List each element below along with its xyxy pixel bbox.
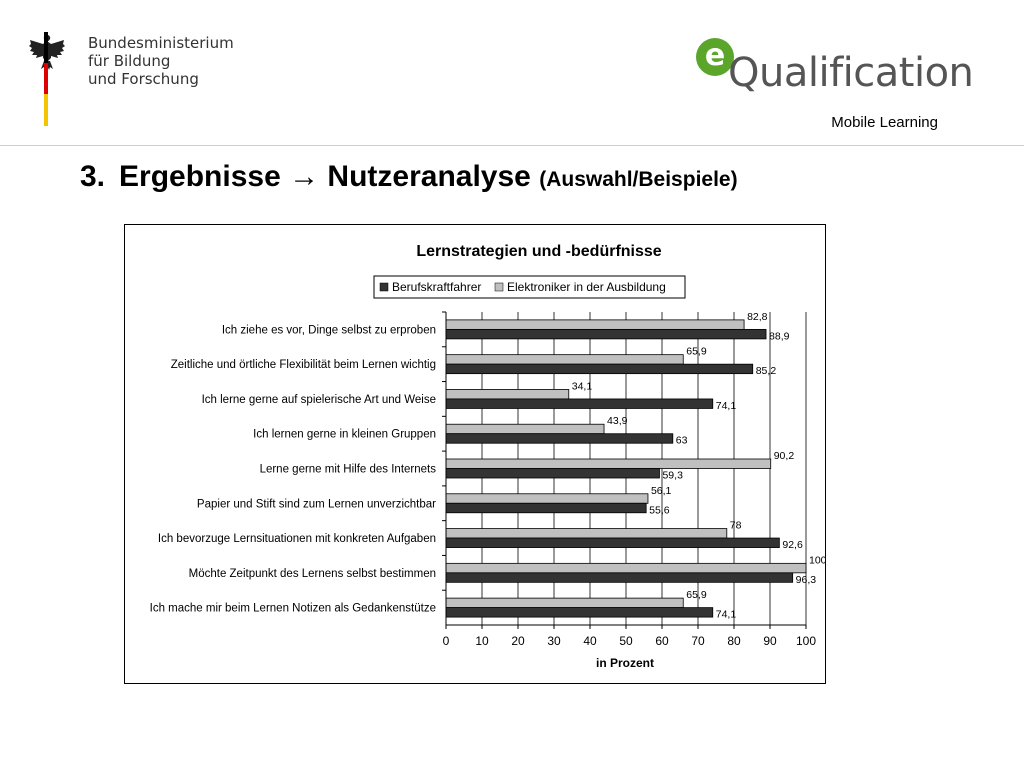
ministry-line: für Bildung: [88, 52, 171, 70]
data-label: 56,1: [650, 484, 672, 497]
x-tick-label: 30: [547, 634, 561, 648]
slide-header: [0, 0, 1024, 146]
logo-e-badge: e: [696, 38, 734, 76]
category-label: Ich lernen gerne in kleinen Gruppen: [253, 428, 436, 441]
bar-berufskraftfahrer: [446, 364, 753, 374]
bar-elektroniker: [446, 355, 683, 365]
legend-entry: Elektroniker in der Ausbildung: [507, 280, 666, 294]
bar-elektroniker: [446, 494, 648, 504]
x-tick-label: 0: [442, 634, 450, 648]
data-label: 55,6: [649, 504, 670, 517]
data-label: 74,1: [715, 608, 737, 621]
bar-chart: [125, 225, 825, 683]
legend-swatch: [380, 283, 388, 291]
header-divider: [0, 145, 1024, 146]
chart-title: Lernstrategien und -bedürfnisse: [416, 243, 662, 260]
tagline: Mobile Learning: [831, 114, 938, 131]
data-label: 34,1: [571, 380, 593, 393]
page-title: [80, 160, 738, 194]
x-tick-label: 80: [727, 634, 741, 648]
legend-swatch: [495, 283, 503, 291]
title-text: Ergebnisse → Nutzeranalyse: [119, 160, 531, 193]
data-label: 65,9: [686, 589, 707, 602]
bar-berufskraftfahrer: [446, 469, 659, 479]
data-label: 82,8: [747, 310, 768, 323]
x-tick-label: 40: [583, 634, 597, 648]
data-label: 65,9: [686, 345, 707, 358]
bar-berufskraftfahrer: [446, 434, 673, 444]
data-label: 90,2: [773, 450, 795, 462]
data-label: 74,1: [715, 399, 737, 412]
category-label: Zeitliche und örtliche Flexibilität beim Lernen wichtig: [170, 359, 436, 372]
bar-elektroniker: [446, 320, 744, 330]
bar-berufskraftfahrer: [446, 608, 713, 618]
bar-berufskraftfahrer: [446, 538, 779, 548]
x-tick-label: 70: [691, 634, 705, 648]
category-label: Ich bevorzuge Lernsituationen mit konkreten Aufgaben: [157, 533, 436, 546]
chart-legend: [374, 276, 685, 298]
data-label: 43,9: [607, 415, 628, 428]
data-label: 88,9: [769, 330, 790, 343]
category-label: Möchte Zeitpunkt des Lernens selbst bestimmen: [188, 567, 436, 580]
ministry-line: und Forschung: [88, 70, 199, 88]
x-tick-label: 100: [795, 634, 817, 648]
german-flag-stripe: [44, 32, 48, 126]
bar-elektroniker: [446, 389, 569, 399]
bar-elektroniker: [446, 424, 604, 434]
category-label: Lerne gerne mit Hilfe des Internets: [259, 463, 436, 476]
data-label: 78: [729, 519, 742, 532]
title-subtitle: (Auswahl/Beispiele): [539, 168, 738, 191]
category-label: Ich lerne gerne auf spielerische Art und Weise: [201, 393, 436, 406]
x-tick-label: 10: [475, 634, 489, 648]
equalification-logo: [696, 38, 976, 98]
bmbf-logo: [24, 30, 264, 130]
data-label: 96,3: [795, 573, 817, 586]
bar-berufskraftfahrer: [446, 503, 646, 513]
category-label: Ich mache mir beim Lernen Notizen als Gedankenstütze: [149, 602, 436, 615]
bar-elektroniker: [446, 598, 683, 608]
bar-elektroniker: [446, 459, 771, 469]
section-number: 3.: [80, 160, 106, 193]
data-label: 63: [675, 434, 688, 447]
bar-berufskraftfahrer: [446, 573, 793, 583]
x-tick-label: 20: [511, 634, 525, 648]
data-label: 92,6: [782, 539, 803, 552]
data-label: 59,3: [662, 469, 683, 482]
x-tick-label: 60: [655, 634, 669, 648]
data-label: 85,2: [755, 365, 777, 378]
x-axis-label: in Prozent: [595, 656, 655, 670]
chart-frame: [124, 224, 826, 684]
ministry-line: Bundesministerium: [88, 34, 234, 52]
bar-berufskraftfahrer: [446, 399, 713, 409]
bar-elektroniker: [446, 529, 727, 539]
data-label: 100: [809, 554, 825, 567]
x-tick-label: 90: [763, 634, 777, 648]
category-label: Ich ziehe es vor, Dinge selbst zu erproben: [221, 324, 436, 337]
ministry-name: [88, 34, 234, 88]
bar-elektroniker: [446, 563, 806, 573]
x-tick-label: 50: [619, 634, 633, 648]
legend-entry: Berufskraftfahrer: [392, 280, 482, 294]
logo-wordmark: Qualification: [728, 50, 974, 96]
category-label: Papier und Stift sind zum Lernen unverzichtbar: [196, 498, 436, 511]
bar-berufskraftfahrer: [446, 329, 766, 339]
